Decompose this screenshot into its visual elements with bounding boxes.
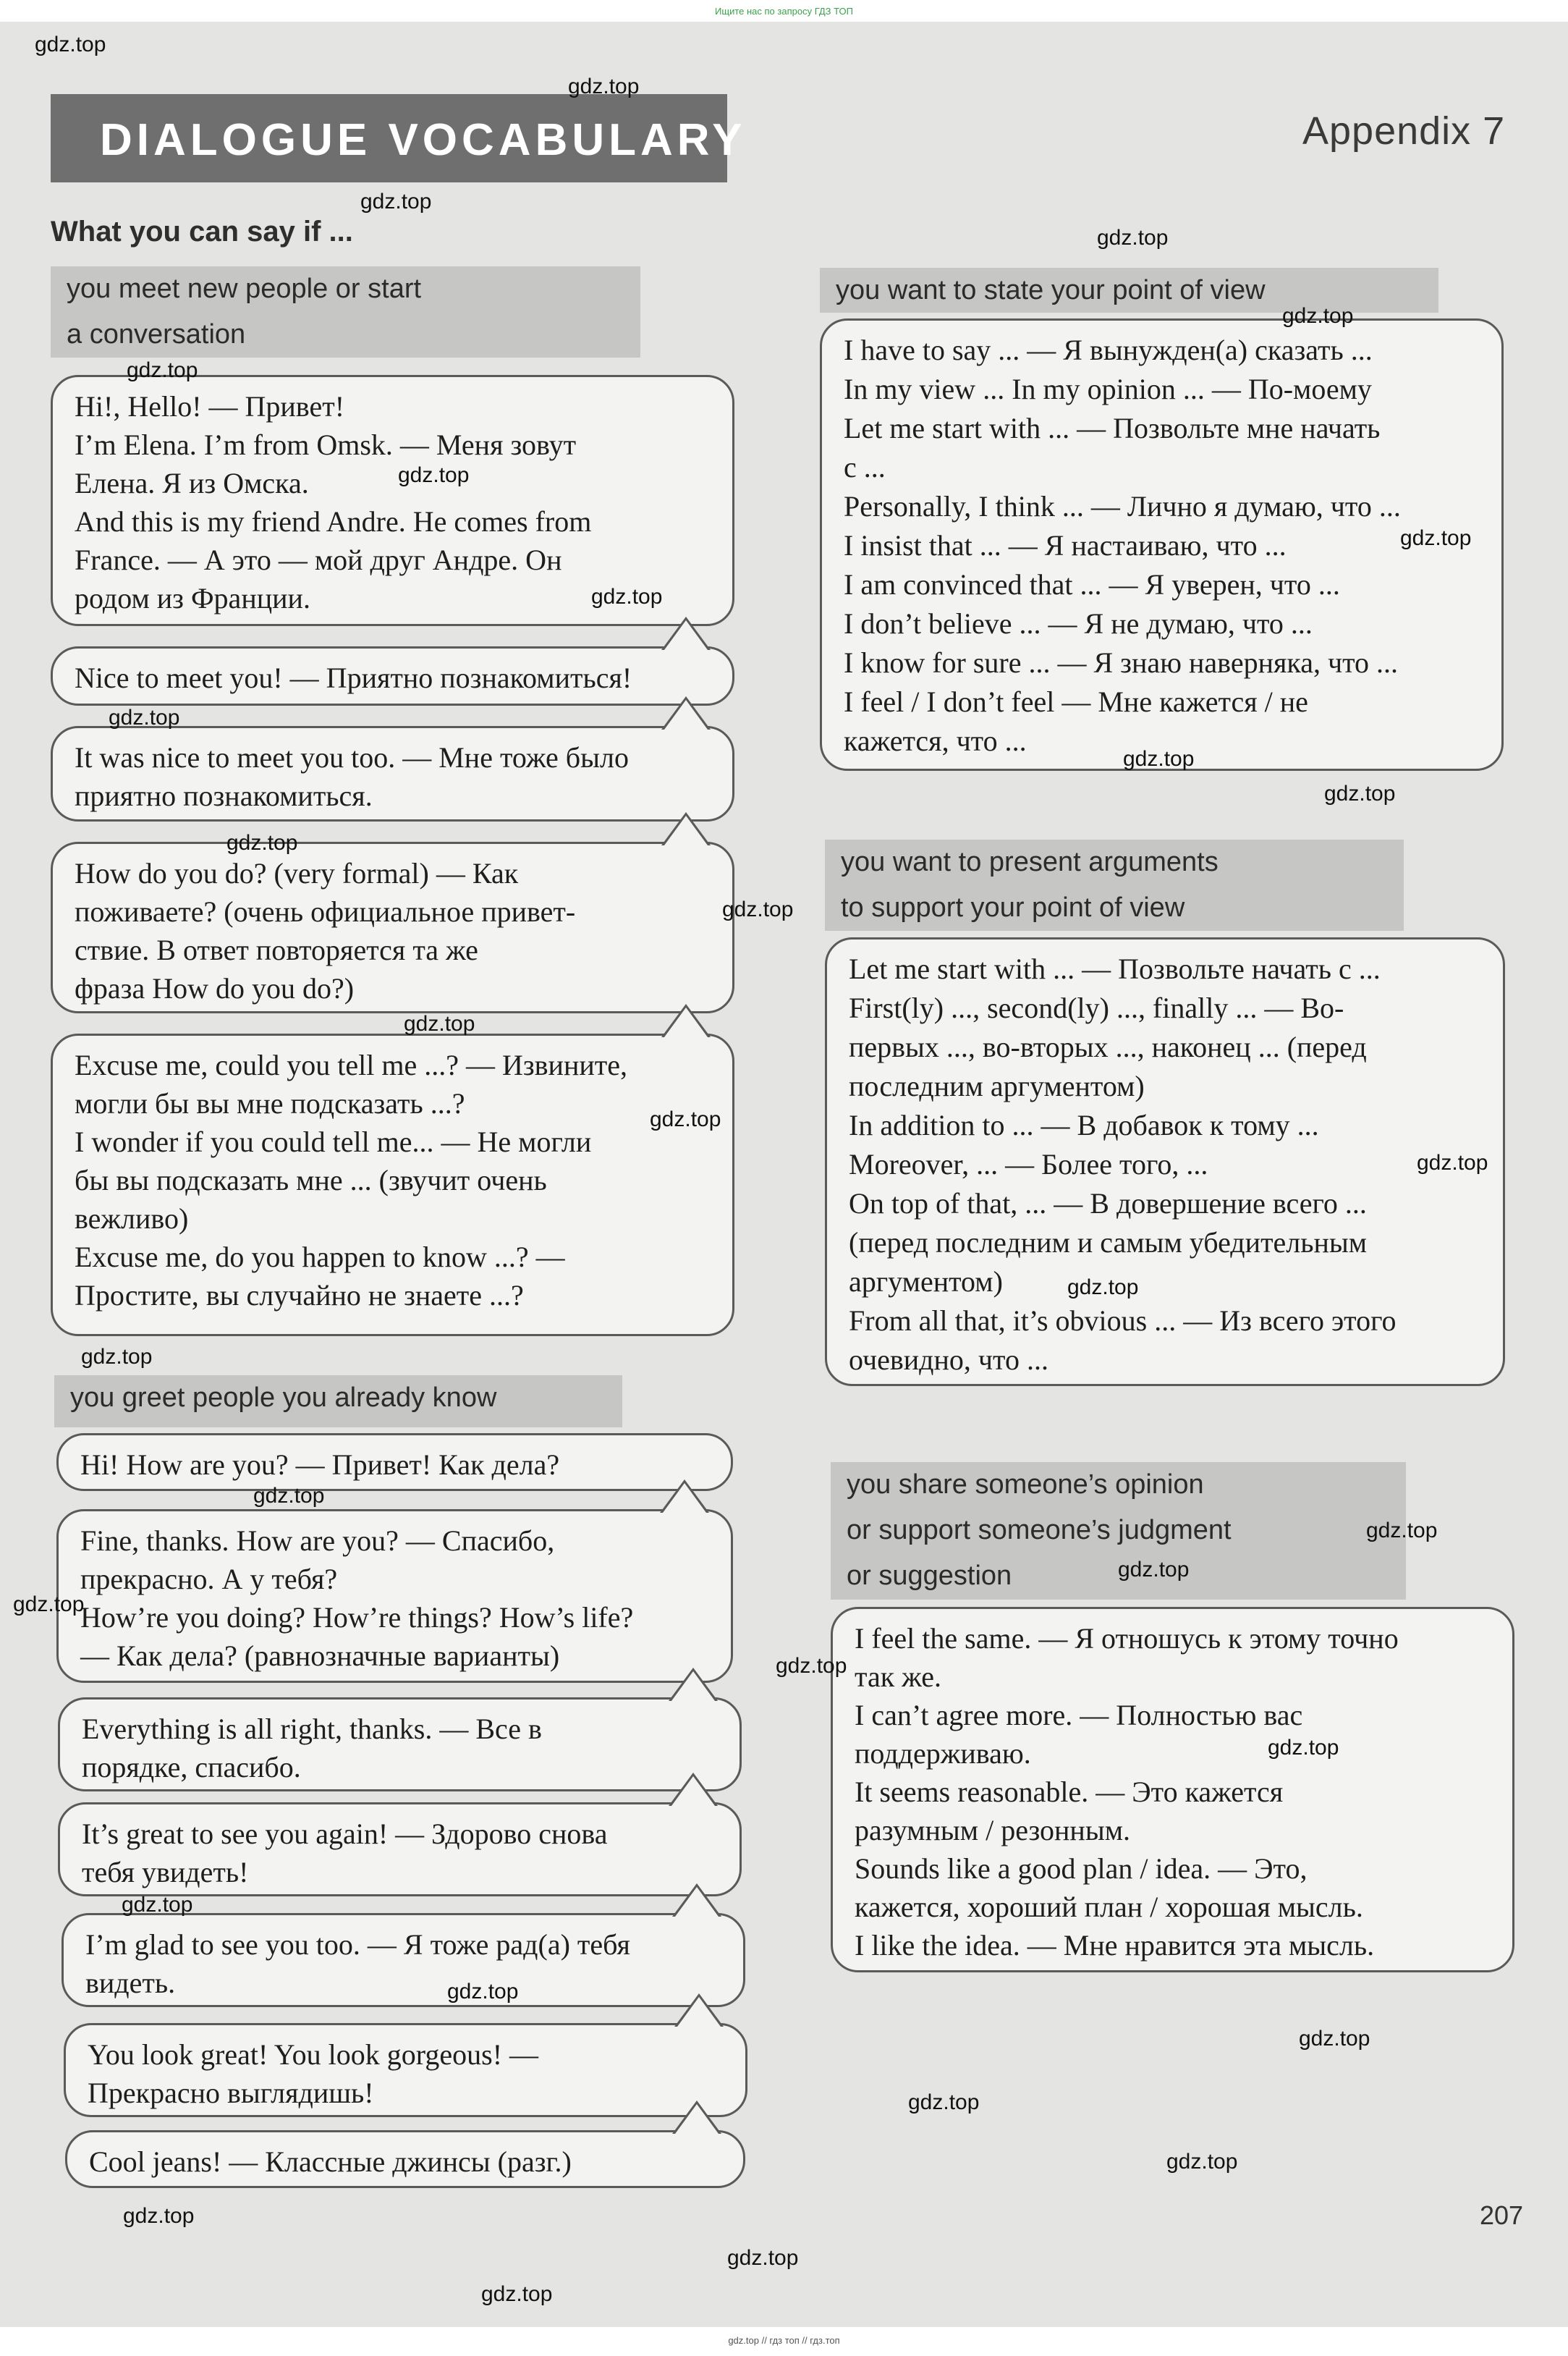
- watermark: gdz.top: [481, 2282, 553, 2306]
- bottom-banner[interactable]: gdz.top // гдз топ // гдз.топ: [728, 2335, 840, 2346]
- phrase-bubble-glad-to-see: I’m glad to see you too. — Я тоже рад(а) тебя видеть.: [62, 1913, 745, 2007]
- watermark: gdz.top: [123, 2204, 195, 2228]
- watermark: gdz.top: [404, 1012, 475, 1036]
- watermark: gdz.top: [591, 585, 663, 609]
- watermark: gdz.top: [1268, 1736, 1339, 1760]
- subheading: What you can say if ...: [51, 216, 353, 248]
- phrase-bubble-cool-jeans: Cool jeans! — Классные джинсы (разг.): [65, 2130, 745, 2188]
- phrase-bubble-nice-too: It was nice to meet you too. — Мне тоже было приятно познакомиться.: [51, 726, 734, 822]
- watermark: gdz.top: [1166, 2150, 1238, 2174]
- phrase-bubble-share-opinion: I feel the same. — Я отношусь к этому точно так же. I can’t agree more. — Полностью вас поддерживаю. It seems reasonable. — Это кажется разумным / резонным. Sounds like a good plan / idea. — Это, кажется, хороший план / хорошая мысль. I like the idea. — Мне нравится эта мысль.: [831, 1607, 1514, 1972]
- watermark: gdz.top: [109, 706, 180, 730]
- watermark: gdz.top: [360, 190, 432, 214]
- bubble-tail: [661, 1004, 711, 1037]
- watermark: gdz.top: [727, 2246, 799, 2270]
- bubble-tail: [660, 1479, 709, 1513]
- phrase-bubble-point-of-view: I have to say ... — Я вынужден(а) сказать ... In my view ... In my opinion ... — По-моему Let me start with ... — Позвольте мне начать с ... Personally, I think ... — Лично я думаю, что ... I insist that ... — Я настаиваю, что ... I am convinced that ... — Я уверен, что ... I don’t believe ... — Я не думаю, что ... I know for sure ... — Я знаю наверняка, что ... I feel / I don’t feel — Мне кажется / не кажется, что ...: [820, 318, 1504, 771]
- watermark: gdz.top: [776, 1654, 847, 1678]
- section-label-arguments: you want to present arguments to support your point of view: [825, 840, 1404, 931]
- bubble-tail: [672, 2100, 721, 2134]
- watermark: gdz.top: [650, 1107, 721, 1131]
- section-label-point-of-view: you want to state your point of view: [820, 268, 1438, 313]
- section-label-meet-people: you meet new people or start a conversation: [51, 266, 640, 358]
- page-number: 207: [1480, 2200, 1524, 2230]
- watermark: gdz.top: [35, 33, 106, 56]
- phrase-bubble-look-great: You look great! You look gorgeous! — Прекрасно выглядишь!: [64, 2023, 747, 2117]
- phrase-bubble-everything-ok: Everything is all right, thanks. — Все в порядке, спасибо.: [58, 1697, 742, 1791]
- watermark: gdz.top: [1067, 1275, 1139, 1299]
- watermark: gdz.top: [1097, 226, 1169, 250]
- watermark: gdz.top: [13, 1592, 85, 1616]
- bubble-tail: [669, 1773, 718, 1806]
- phrase-bubble-excuse-me: Excuse me, could you tell me ...? — Извините, могли бы вы мне подсказать ...? I wonder if you could tell me... — Не могли бы вы подсказать мне ... (звучит очень вежливо) Excuse me, do you happen to know ...? — Простите, вы случайно не знаете ...?: [51, 1034, 734, 1336]
- watermark: gdz.top: [122, 1893, 193, 1917]
- watermark: gdz.top: [127, 358, 198, 382]
- section-label-greet-people: you greet people you already know: [54, 1375, 622, 1427]
- bubble-tail: [661, 812, 711, 845]
- bubble-tail: [661, 617, 711, 650]
- watermark: gdz.top: [226, 831, 298, 855]
- bubble-tail: [661, 696, 711, 730]
- phrase-bubble-nice-to-meet: Nice to meet you! — Приятно познакомиться!: [51, 646, 734, 706]
- watermark: gdz.top: [253, 1484, 325, 1508]
- page-title: DIALOGUE VOCABULARY: [100, 115, 747, 165]
- appendix-label: Appendix 7: [1302, 109, 1506, 153]
- bubble-tail: [669, 1668, 718, 1701]
- watermark: gdz.top: [908, 2090, 980, 2114]
- title-bar: [51, 94, 747, 182]
- bubble-tail: [672, 1883, 721, 1917]
- section-label-share-opinion: you share someone’s opinion or support someone’s judgment or suggestion: [831, 1462, 1406, 1600]
- watermark: gdz.top: [81, 1345, 153, 1369]
- phrase-bubble-great-to-see: It’s great to see you again! — Здорово снова тебя увидеть!: [58, 1802, 742, 1896]
- phrase-bubble-hi-how-are-you: Hi! How are you? — Привет! Как дела?: [56, 1433, 733, 1491]
- watermark: gdz.top: [398, 463, 470, 487]
- watermark: gdz.top: [1123, 747, 1195, 771]
- watermark: gdz.top: [722, 898, 794, 921]
- site-banner[interactable]: Ищите нас по запросу ГДЗ ТОП: [715, 6, 853, 17]
- phrase-bubble-arguments: Let me start with ... — Позвольте начать с ... First(ly) ..., second(ly) ..., finally ... — Во- первых ..., во-вторых ..., наконец ... (перед последним аргументом) In addition to ... — В добавок к тому ... Moreover, ... — Более того, ... On top of that, ... — В довершение всего ... (перед последним и самым убедительным аргументом) From all that, it’s obvious ... — Из всего этого очевидно, что ...: [825, 937, 1505, 1386]
- phrase-bubble-introductions: Hi!, Hello! — Привет! I’m Elena. I’m from Omsk. — Меня зовут Елена. Я из Омска. And this is my friend Andre. He comes from France. — А это — мой друг Андре. Он родом из Франции.: [51, 375, 734, 626]
- phrase-bubble-how-do-you-do: How do you do? (very formal) — Как поживаете? (очень официальное привет- ствие. В ответ повторяется та же фраза How do you do?): [51, 842, 734, 1013]
- watermark: gdz.top: [1400, 526, 1472, 550]
- watermark: gdz.top: [1324, 782, 1396, 806]
- watermark: gdz.top: [447, 1980, 519, 2004]
- phrase-bubble-fine-thanks: Fine, thanks. How are you? — Спасибо, прекрасно. А у тебя? How’re you doing? How’re things? How’s life? — Как дела? (равнозначные варианты): [56, 1509, 733, 1683]
- watermark: gdz.top: [568, 75, 640, 98]
- watermark: gdz.top: [1417, 1151, 1488, 1175]
- watermark: gdz.top: [1299, 2027, 1370, 2051]
- watermark: gdz.top: [1282, 304, 1354, 328]
- watermark: gdz.top: [1118, 1558, 1190, 1582]
- bubble-tail: [674, 1993, 724, 2027]
- watermark: gdz.top: [1366, 1519, 1438, 1542]
